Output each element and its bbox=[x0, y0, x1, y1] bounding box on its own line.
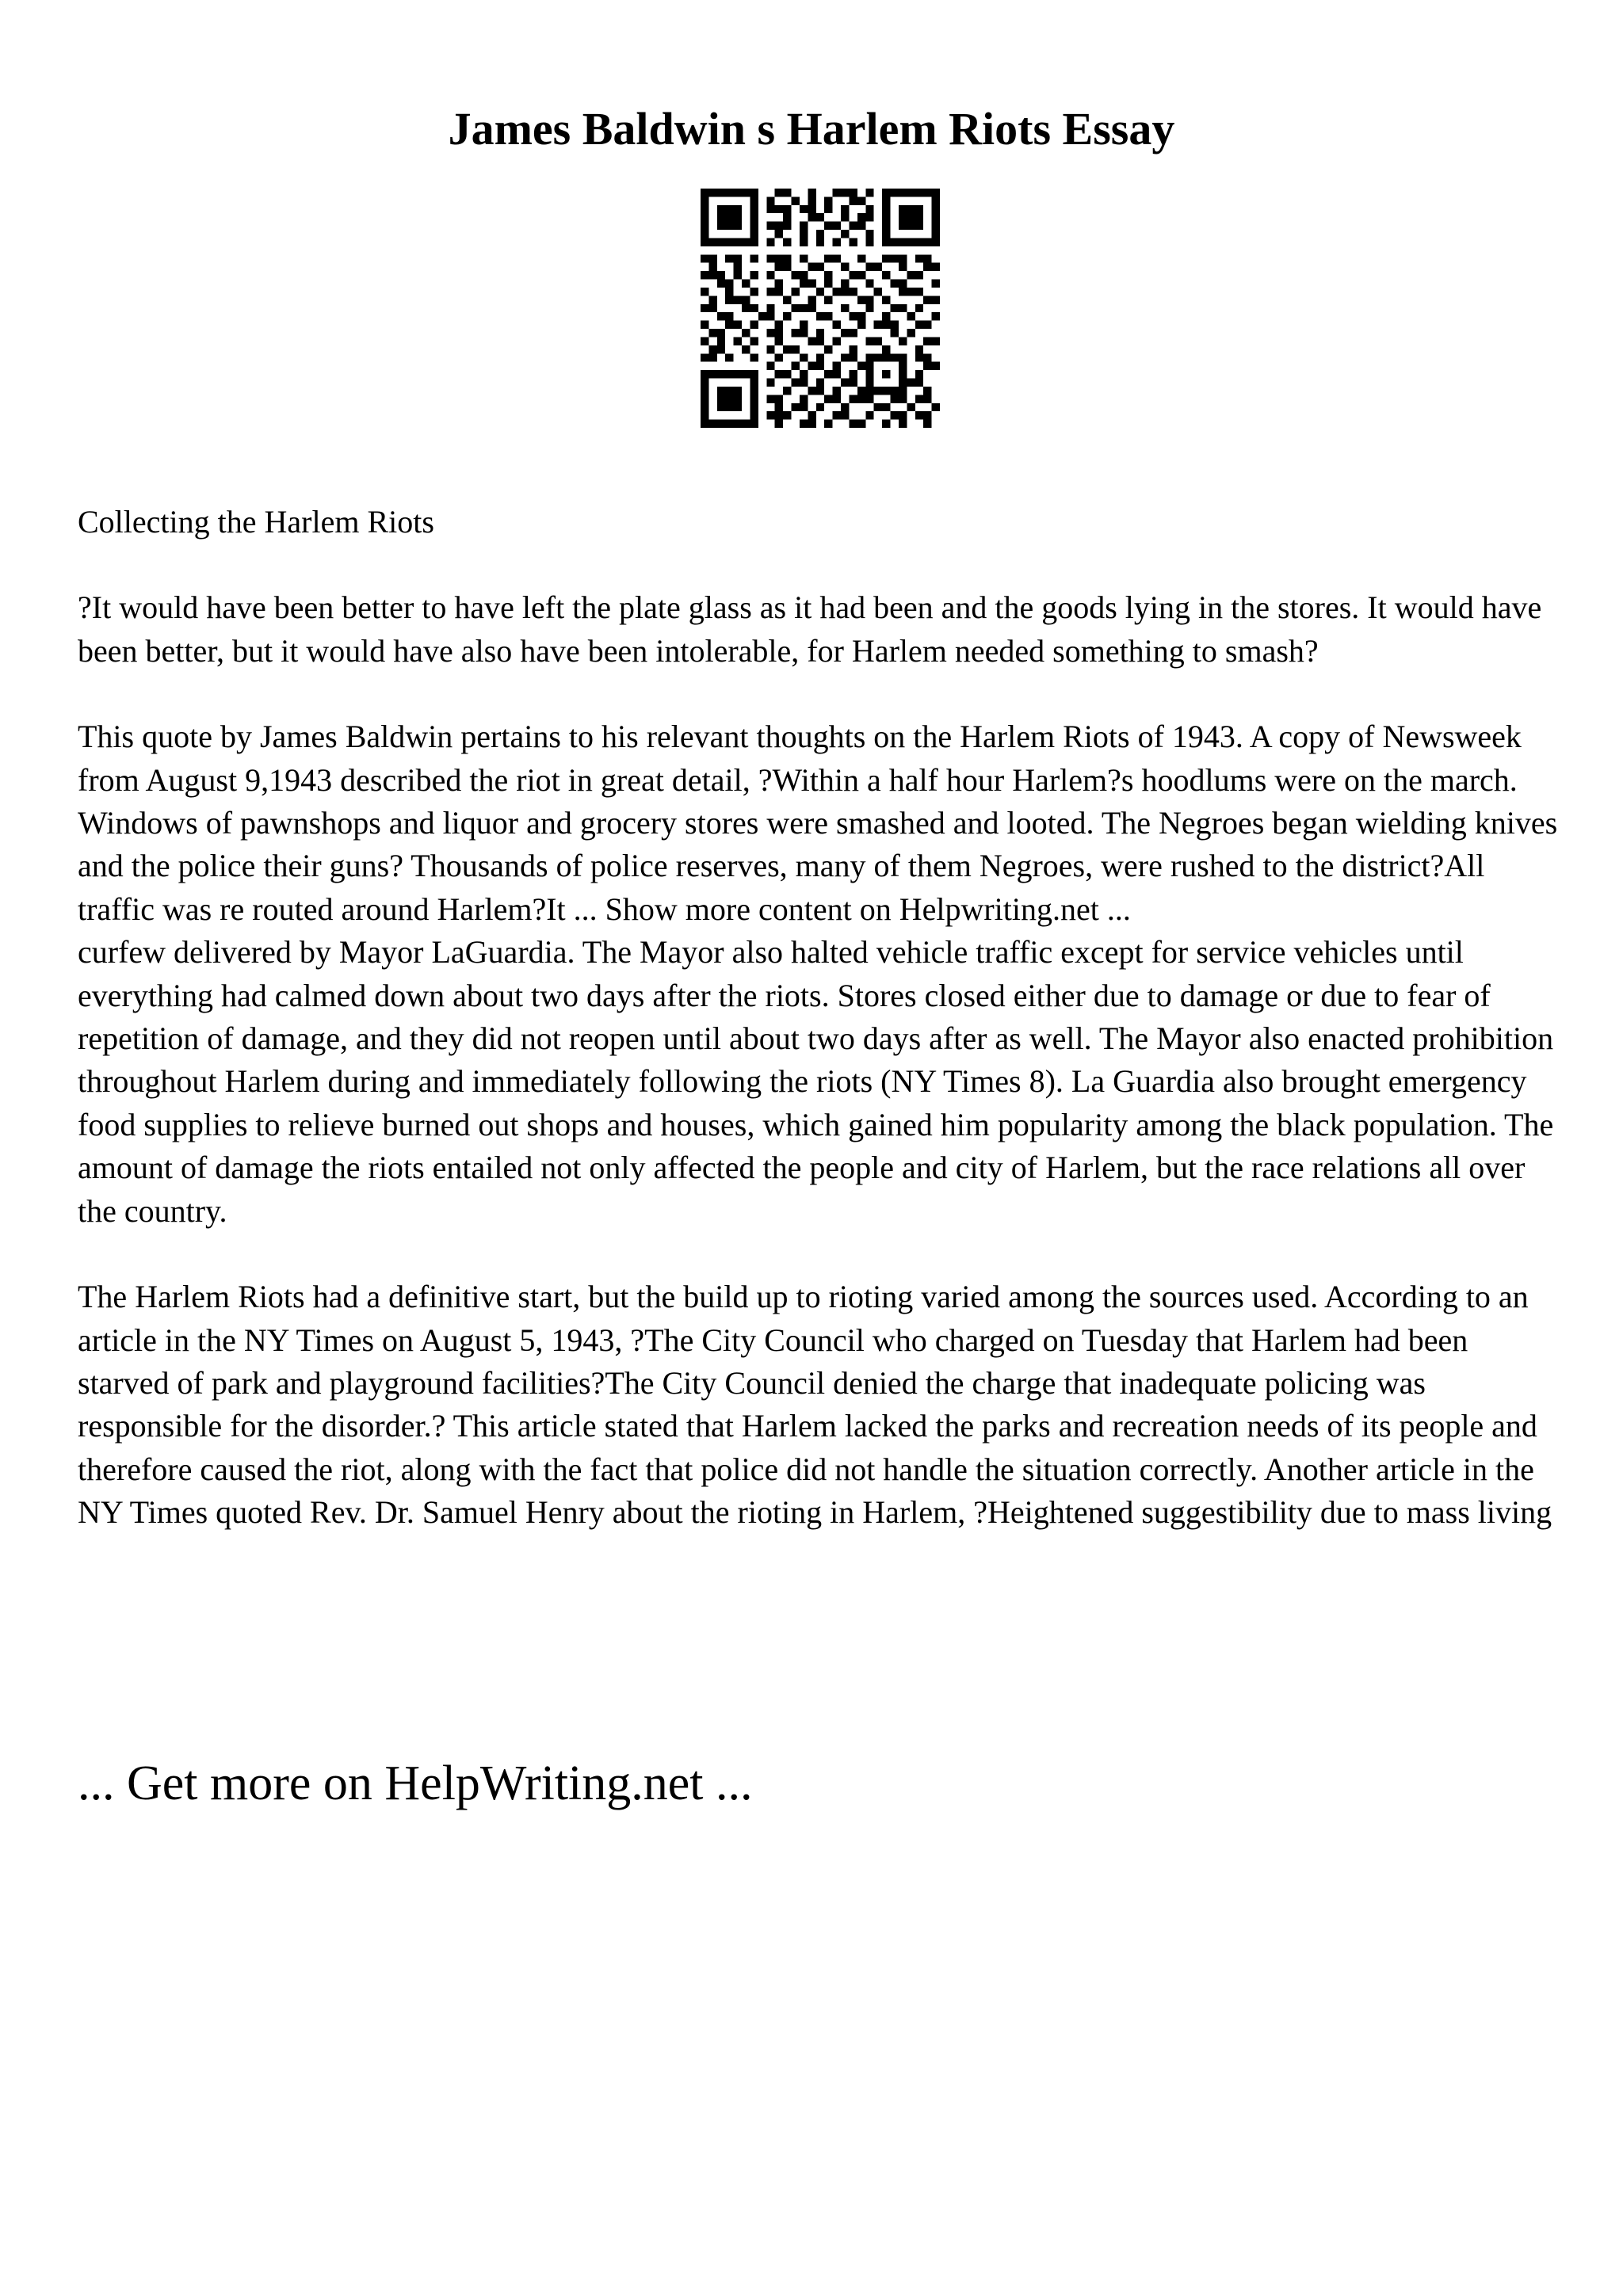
essay-paragraph: This quote by James Baldwin pertains to his relevant thoughts on the Harlem Riots of 1943. A copy of Newsweek from August 9,1943 described the riot in great detail, ?Within a half hour Harlem?s hoodlums were on the march. Windows of pawnshops and liquor and grocery stores were smashed and looted. The Negroes began wielding knives and the police their guns? Thousands of police reserves, many of them Negroes, were rushed to the district?All traffic was re routed around Harlem?It ... Show more content on Helpwriting.net ... bbox=[78, 719, 1558, 927]
qr-code-icon[interactable] bbox=[701, 189, 940, 428]
essay-body bbox=[78, 501, 1566, 1577]
get-more-link[interactable]: ... Get more on HelpWriting.net ... bbox=[78, 1756, 753, 1810]
qr-code-graphic bbox=[701, 189, 940, 428]
essay-heading: Collecting the Harlem Riots bbox=[78, 504, 434, 540]
essay-paragraph: curfew delivered by Mayor LaGuardia. The Mayor also halted vehicle traffic except for service vehicles until everything had calmed down about two days after the riots. Stores closed either due to damage or due to fear of repetition of damage, and they did not reopen until about two days after as well. The Mayor also enacted prohibition throughout Harlem during and immediately following the riots (NY Times 8). La Guardia also brought emergency food supplies to relieve burned out shops and houses, which gained him popularity among the black population. The amount of damage the riots entailed not only affected the people and city of Harlem, but the race relations all over the country. bbox=[78, 934, 1554, 1229]
document-title: James Baldwin s Harlem Riots Essay bbox=[448, 103, 1175, 154]
essay-paragraph: The Harlem Riots had a definitive start, but the build up to rioting varied among the sources used. According to an article in the NY Times on August 5, 1943, ?The City Council who charged on Tuesday that Harlem had been starved of park and playground facilities?The City Council denied the charge that inadequate policing was responsible for the disorder.? This article stated that Harlem lacked the parks and recreation needs of its people and therefore caused the riot, along with the fact that police did not handle the situation correctly. Another article in the NY Times quoted Rev. Dr. Samuel Henry about the rioting in Harlem, ?Heightened suggestibility due to mass living bbox=[78, 1279, 1552, 1531]
essay-quote-paragraph: ?It would have been better to have left the plate glass as it had been and the goods lying in the stores. It would have been better, but it would have also have been intolerable, for Harlem needed something to smash? bbox=[78, 589, 1542, 669]
